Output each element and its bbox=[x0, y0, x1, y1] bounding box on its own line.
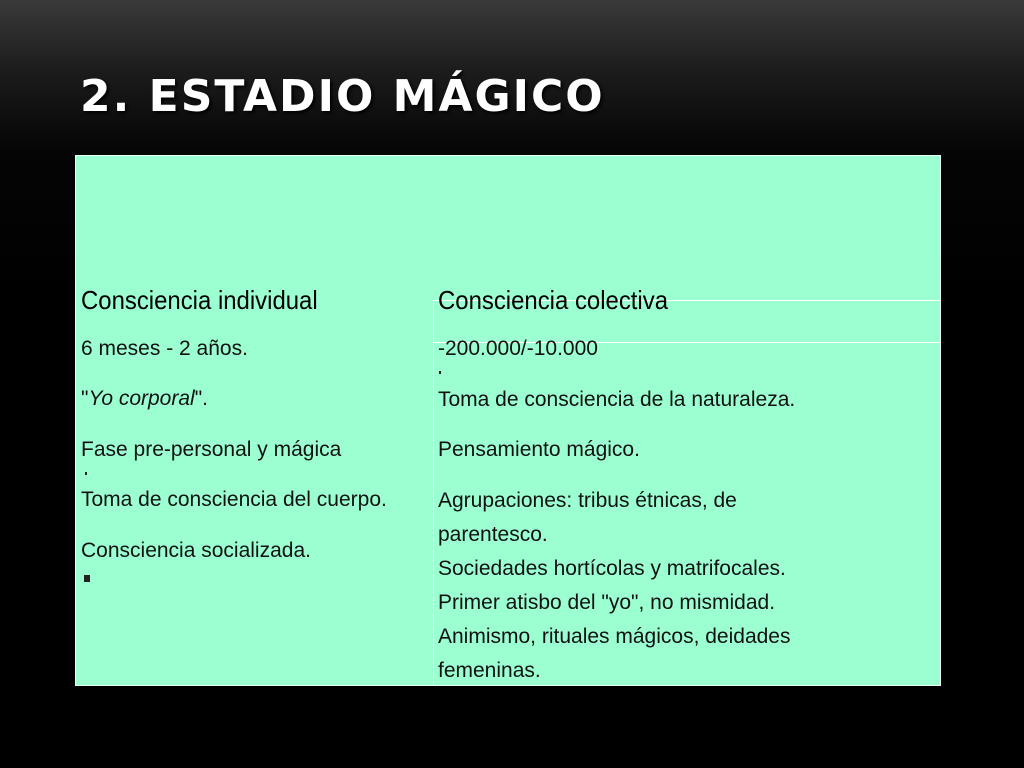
colectiva-line: Pensamiento mágico. bbox=[438, 438, 640, 461]
bullet-dot bbox=[85, 472, 87, 475]
colectiva-line: parentesco. bbox=[438, 523, 548, 546]
quote-close: ". bbox=[194, 387, 208, 410]
individual-social: Consciencia socializada. bbox=[81, 539, 311, 562]
colectiva-line: Agrupaciones: tribus étnicas, de bbox=[438, 489, 737, 512]
colectiva-line: Sociedades hortícolas y matrifocales. bbox=[438, 557, 786, 580]
header-colectiva bbox=[438, 284, 668, 316]
individual-phase: Fase pre-personal y mágica bbox=[81, 438, 342, 461]
bullet-square bbox=[84, 575, 90, 582]
colectiva-line: Animismo, rituales mágicos, deidades bbox=[438, 625, 791, 648]
individual-period: 6 meses - 2 años. bbox=[81, 337, 248, 360]
column-divider bbox=[433, 300, 434, 685]
quote-italic: Yo corporal bbox=[88, 387, 195, 410]
header-colectiva-label: Consciencia colectiva bbox=[438, 285, 669, 315]
comparison-table bbox=[75, 155, 941, 686]
individual-quote bbox=[81, 382, 208, 416]
header-individual-label: Consciencia individual bbox=[81, 285, 318, 315]
header-individual bbox=[81, 284, 318, 316]
bullet-dot bbox=[439, 371, 441, 374]
colectiva-line: femeninas. bbox=[438, 659, 541, 682]
quote-open: " bbox=[81, 387, 89, 410]
colectiva-period: -200.000/-10.000 bbox=[438, 337, 598, 360]
slide-title: 2. ESTADIO MÁGICO bbox=[80, 71, 605, 122]
colectiva-line: Primer atisbo del "yo", no mismidad. bbox=[438, 591, 776, 614]
individual-body: Toma de consciencia del cuerpo. bbox=[81, 488, 387, 511]
colectiva-line: Toma de consciencia de la naturaleza. bbox=[438, 388, 796, 411]
